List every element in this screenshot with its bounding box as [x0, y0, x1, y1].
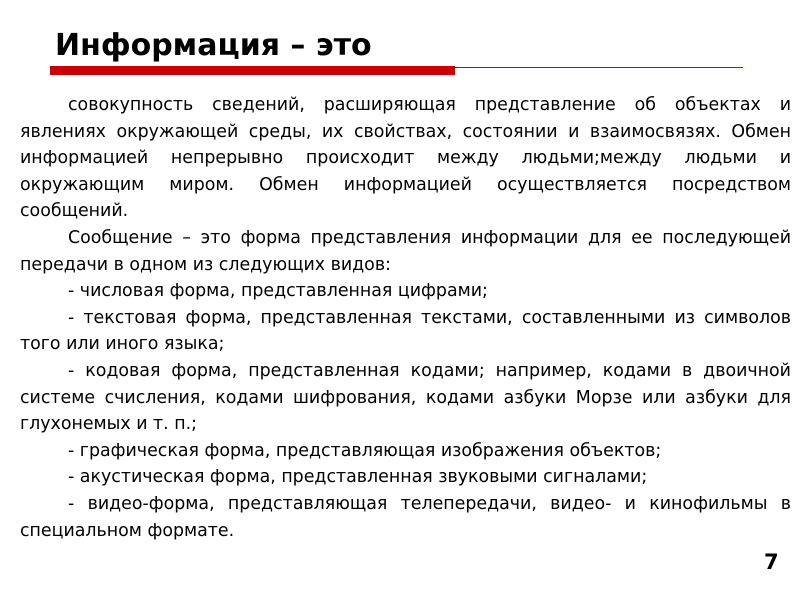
paragraph-message: Сообщение – это форма представления информации для ее последующей передачи в одном из следующих видов: — [20, 227, 791, 275]
list-item-acoustic: - акустическая форма, представленная звуковыми сигналами; — [68, 467, 648, 488]
title-underline-thick — [50, 66, 455, 75]
list-item-numeric: - числовая форма, представленная цифрами; — [68, 281, 488, 302]
list-item-text: - текстовая форма, представленная текстами, составленными из символов того или иного языка; — [20, 307, 791, 355]
list-item-graphic: - графическая форма, представляющая изображения объектов; — [68, 440, 662, 461]
slide-body — [20, 92, 791, 544]
list-item-code: - кодовая форма, представленная кодами; например, кодами в двоичной системе счисления, кодами шифрования, кодами азбуки Морзе или азбуки для глухонемых и т. п.; — [20, 360, 791, 435]
title-underline-thin — [455, 67, 743, 68]
list-item-video: - видео-форма, представляющая телепередачи, видео- и кинофильмы в специальном формате. — [20, 493, 791, 541]
page-number: 7 — [764, 550, 779, 574]
paragraph-definition: совокупность сведений, расширяющая представление об объектах и явлениях окружающей среды, их свойствах, состоянии и взаимосвязях. Обмен информацией непрерывно происходит между людьми;между людьми и окружающим миром. Обмен информацией осуществляется посредством сообщений. — [20, 95, 791, 222]
slide-title: Информация – это — [55, 28, 372, 63]
